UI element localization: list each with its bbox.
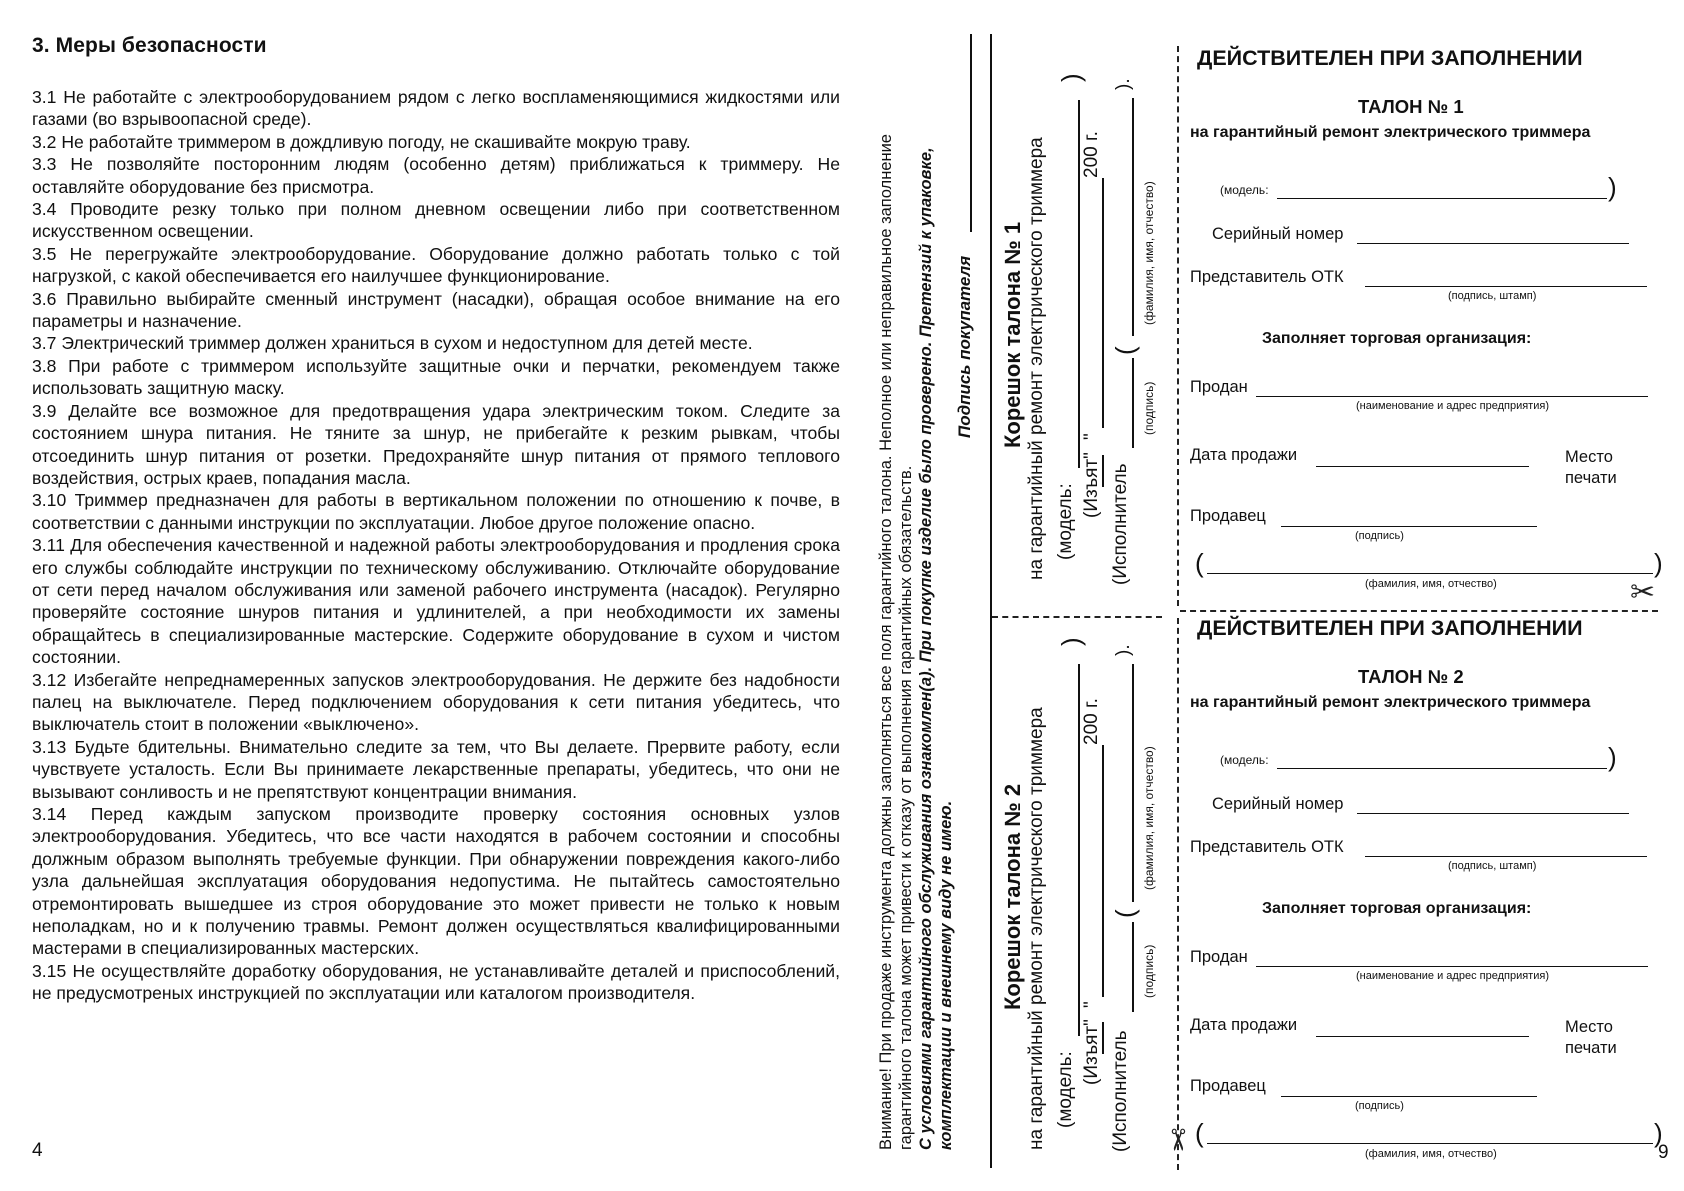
seller-field[interactable] <box>1281 526 1537 527</box>
close-paren: ) <box>1654 1118 1663 1148</box>
coupon-title: ТАЛОН № 1 <box>1358 96 1464 117</box>
model-field[interactable] <box>1277 198 1607 199</box>
stub-exec-name-line <box>1132 664 1134 902</box>
rule-item: 3.5 Не перегружайте электрооборудование. Оборудование должно работать только с той нагрузкой, с какой обеспечивается его наилучшее функционирование. <box>32 243 840 287</box>
coupon-separator-cut-line <box>1180 610 1658 612</box>
rule-item: 3.11 Для обеспечения качественной и надежной работы электрооборудования и продления срока его службы соблюдайте инструкции по техническому обслуживанию. Отключайте оборудование от сети перед началом обслуживания или заменой рабочего инструмента (насадок). Регулярно проверяйте состояние шнуров питания и удлинителей, а при необходимости их замены обращайтесь в специализированные мастерские. Содержите оборудование в сухом и чистом состоянии. <box>32 535 840 668</box>
sold-label: Продан <box>1190 378 1248 396</box>
serial-field[interactable] <box>1357 813 1629 814</box>
warning-line: гарантийного талона может привести к отказу от выполнения гарантийных обязательств. <box>897 465 915 1150</box>
seller-hint: (подпись) <box>1355 1100 1404 1112</box>
stamp-place-label: Место <box>1565 448 1613 466</box>
rule-item: 3.6 Правильно выбирайте сменный инструмент (насадки), обращая особое внимание на его параметры и назначение. <box>32 288 840 332</box>
quote-mark: " <box>1081 433 1102 440</box>
close-paren: ) <box>1608 742 1617 772</box>
warning-line: Внимание! При продаже инструмента должны заполняться все поля гарантийного талона. Неполное или неправильное заполнение <box>877 134 895 1150</box>
page-divider <box>990 34 992 1168</box>
rule-item: 3.10 Триммер предназначен для работы в вертикальном положении по отношению к почве, в соответствии с данными инструкции по эксплуатации. Любое другое положение опасно. <box>32 490 840 533</box>
page-number-left: 4 <box>32 1140 43 1161</box>
stub-executor-label: (Исполнитель <box>1110 1030 1131 1152</box>
rule-item: 3.8 При работе с триммером используйте защитные очки и перчатки, рекомендуем также использовать защитную маску. <box>32 355 840 399</box>
otk-label: Представитель ОТК <box>1190 268 1344 286</box>
coupon-2-cut-line <box>1177 618 1179 1170</box>
warning-line: комплектации и внешнему виду не имею. <box>937 800 955 1150</box>
fio-field[interactable] <box>1207 573 1653 574</box>
rule-item: 3.14 Перед каждым запуском производите проверку состояния основных узлов электрооборудования. Убедитесь, что все части находятся в рабочем состоянии и способны должным образом выполнять требуемые функции. При обнаружении повреждения какого-либо узла дальнейшая эксплуатация оборудования недопустима. Не пытайтесь самостоятельно отремонтировать вышедшее из строя оборудование это может привести не только к новым неполадкам, но и к получению травмы. Ремонт должен осуществляться квалифицированными мастерами в специализированных мастерских. <box>32 804 840 959</box>
stub-month-line <box>1102 745 1104 997</box>
stub-subtitle: на гарантийный ремонт электрического триммера <box>1026 137 1047 580</box>
model-field[interactable] <box>1277 768 1607 769</box>
stub-model-line <box>1078 664 1080 1036</box>
otk-hint: (подпись, штамп) <box>1448 860 1537 872</box>
rule-item: 3.3 Не позволяйте посторонним людям (особенно детям) приближаться к триммеру. Не оставляйте оборудование без присмотра. <box>32 154 840 197</box>
scissors-icon: ✂ <box>1160 1127 1194 1153</box>
stub-year-label: 200 г. <box>1081 698 1102 745</box>
rule-item: 3.13 Будьте бдительны. Внимательно следите за тем, что Вы делаете. Прервите работу, если чувствуете усталость. Если Вы принимаете лекарственные препараты, убедитесь, что они не вызывают сонливость и не препятствуют концентрации внимания. <box>32 736 840 802</box>
coupon-title: ТАЛОН № 2 <box>1358 666 1464 687</box>
rule-item: 3.1 Не работайте с электрооборудованием рядом с легко воспламеняющимися жидкостями или газами (во взрывоопасной среде). <box>32 87 840 130</box>
serial-field[interactable] <box>1357 243 1629 244</box>
stub-exec-sign-line <box>1132 358 1134 448</box>
sold-label: Продан <box>1190 948 1248 966</box>
serial-label: Серийный номер <box>1212 225 1344 243</box>
stub-model-line <box>1078 100 1080 468</box>
stub-title: Корешок талона № 1 <box>1000 221 1025 448</box>
sale-date-label: Дата продажи <box>1190 446 1298 464</box>
rule-item: 3.7 Электрический триммер должен храниться в сухом и недоступном для детей месте. <box>32 333 753 354</box>
warning-line: С условиями гарантийного обслуживания ознакомлен(а). При покупке изделие было проверено. Претензий к упаковке, <box>917 147 935 1150</box>
stub-seized-label: (Изъят" <box>1081 452 1102 518</box>
stub-seized-label: (Изъят" <box>1081 1019 1102 1085</box>
rule-item: 3.12 Избегайте непреднамеренных запусков электрооборудования. Не держите без надобности палец на выключателе. Перед подключением оборудования к сети питания убедитесь, что выключатель стоит в положении «выключено». <box>32 669 840 735</box>
section-title: 3. Меры безопасности <box>32 34 267 57</box>
sold-hint: (наименование и адрес предприятия) <box>1356 400 1549 412</box>
stamp-place-label: Место <box>1565 1018 1613 1036</box>
stub-title: Корешок талона № 2 <box>1000 783 1025 1010</box>
stamp-place-label-2: печати <box>1565 469 1617 487</box>
rule-item: 3.4 Проводите резку только при полном дневном освещении либо при соответственном искусственном освещении. <box>32 199 840 242</box>
stub-name-hint: (фамилия, имя, отчество) <box>1142 181 1156 325</box>
sale-date-label: Дата продажи <box>1190 1016 1298 1034</box>
sale-date-field[interactable] <box>1316 466 1529 467</box>
rule-item: 3.2 Не работайте триммером в дождливую погоду, не скашивайте мокрую траву. <box>32 131 691 152</box>
open-paren: ( <box>1195 548 1204 578</box>
open-paren: ( <box>1110 346 1140 355</box>
stub-name-hint: (фамилия, имя, отчество) <box>1142 746 1156 890</box>
buyer-signature-label: Подпись покупателя <box>955 255 974 438</box>
model-label: (модель: <box>1220 183 1269 197</box>
fio-field[interactable] <box>1207 1143 1653 1144</box>
fio-hint: (фамилия, имя, отчество) <box>1365 1148 1497 1160</box>
scissors-icon: ✂ <box>1630 576 1656 609</box>
sold-hint: (наименование и адрес предприятия) <box>1356 970 1549 982</box>
stub-day-line <box>1102 455 1104 487</box>
coupon-subtitle: на гарантийный ремонт электрического триммера <box>1190 124 1591 141</box>
otk-field[interactable] <box>1365 856 1647 857</box>
stub-model-label: (модель: <box>1055 1051 1076 1128</box>
sold-field[interactable] <box>1256 966 1648 967</box>
stub-day-line <box>1102 1022 1104 1054</box>
page-number-right: 9 <box>1658 1142 1669 1163</box>
stub-sign-hint: (подпись) <box>1142 381 1156 435</box>
model-label: (модель: <box>1220 753 1269 767</box>
stub-month-line <box>1102 178 1104 428</box>
close-paren: ) <box>1608 172 1617 202</box>
safety-rules <box>32 86 840 1005</box>
otk-field[interactable] <box>1365 286 1647 287</box>
stub-executor-label: (Исполнитель <box>1110 463 1131 585</box>
seller-label: Продавец <box>1190 1077 1266 1095</box>
seller-label: Продавец <box>1190 507 1266 525</box>
otk-label: Представитель ОТК <box>1190 838 1344 856</box>
close-paren: ) <box>1056 637 1086 646</box>
close-paren: ) <box>1056 73 1086 82</box>
fio-hint: (фамилия, имя, отчество) <box>1365 578 1497 590</box>
seller-field[interactable] <box>1281 1096 1537 1097</box>
sale-date-field[interactable] <box>1316 1036 1529 1037</box>
sold-field[interactable] <box>1256 396 1648 397</box>
quote-mark: " <box>1081 1001 1102 1008</box>
serial-label: Серийный номер <box>1212 795 1344 813</box>
end-dot: ). <box>1113 78 1134 90</box>
trade-org-heading: Заполняет торговая организация: <box>1262 330 1532 347</box>
stub-exec-name-line <box>1132 98 1134 336</box>
stub-cut-line <box>992 616 1162 618</box>
stub-model-label: (модель: <box>1055 483 1076 560</box>
coupon-header: ДЕЙСТВИТЕЛЕН ПРИ ЗАПОЛНЕНИИ <box>1197 616 1583 640</box>
coupon-1-cut-line <box>1177 46 1179 606</box>
open-paren: ( <box>1110 909 1140 918</box>
rule-item: 3.9 Делайте все возможное для предотвращения удара электрическим током. Следите за состоянием шнура питания. Не тяните за шнур, не прибегайте к резким рывкам, чтобы отсоединить шнур питания от розетки. Предохраняйте шнур питания от прямого теплового воздействия, острых краев, попадания масла. <box>32 400 840 488</box>
coupon-subtitle: на гарантийный ремонт электрического триммера <box>1190 694 1591 711</box>
coupon-header: ДЕЙСТВИТЕЛЕН ПРИ ЗАПОЛНЕНИИ <box>1197 46 1583 70</box>
stub-sign-hint: (подпись) <box>1142 944 1156 998</box>
trade-org-heading: Заполняет торговая организация: <box>1262 900 1532 917</box>
stamp-place-label-2: печати <box>1565 1039 1617 1057</box>
close-paren: ) <box>1654 548 1663 578</box>
rule-item: 3.15 Не осуществляйте доработку оборудования, не устанавливайте деталей и приспособлений, не предусмотреных инструкцией по эксплуатации или каталогом производителя. <box>32 960 840 1004</box>
otk-hint: (подпись, штамп) <box>1448 290 1537 302</box>
stub-year-label: 200 г. <box>1081 131 1102 178</box>
stub-exec-sign-line <box>1132 922 1134 1012</box>
stub-subtitle: на гарантийный ремонт электрического триммера <box>1026 707 1047 1150</box>
seller-hint: (подпись) <box>1355 530 1404 542</box>
signature-line <box>970 34 972 232</box>
open-paren: ( <box>1195 1118 1204 1148</box>
end-dot: ). <box>1113 644 1134 656</box>
